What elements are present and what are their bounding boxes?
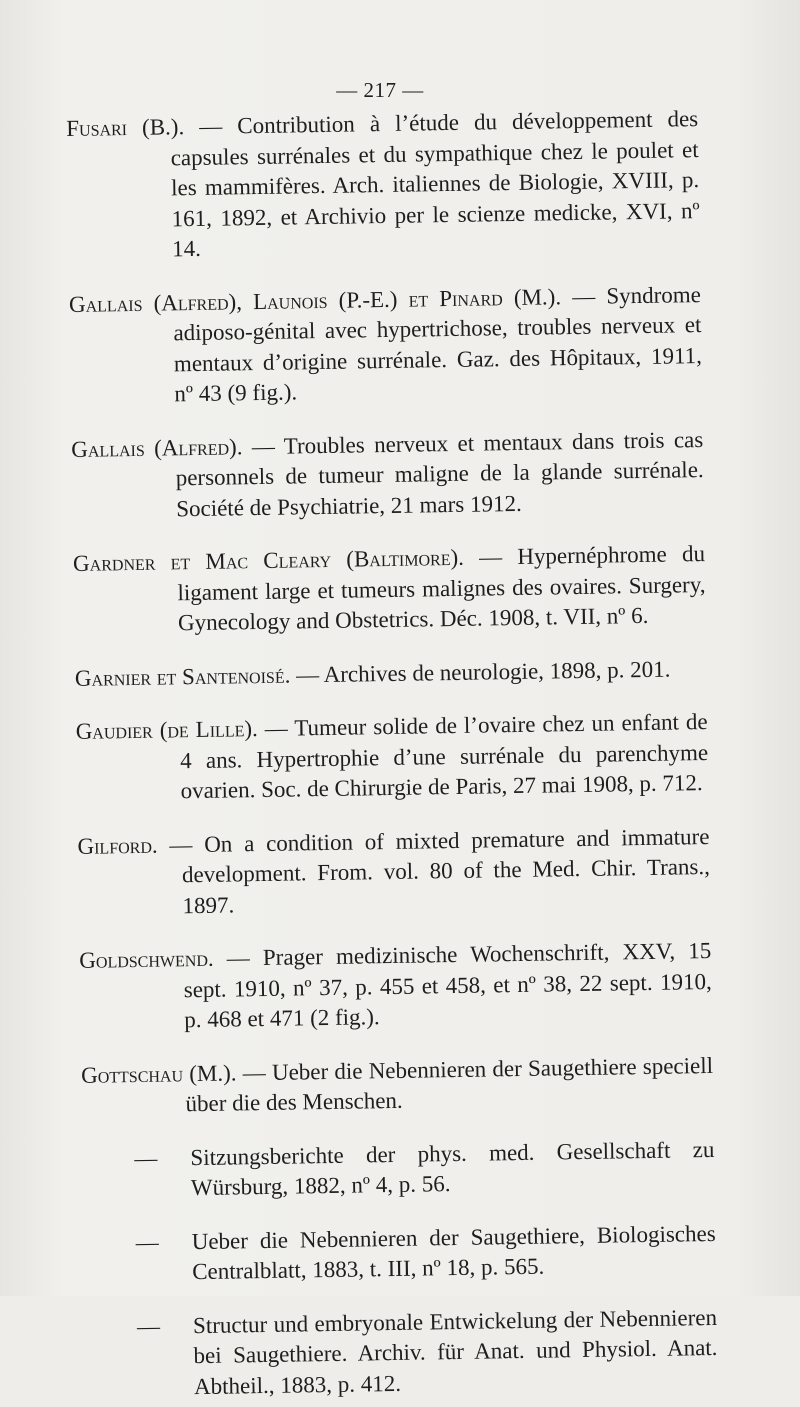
entry-author: Gallais (Alfred), Launois (P.-E.) et Pinard (M.). [68,283,562,317]
entry-author: Gottschau (M.). [80,1059,237,1088]
sub-entry-text: Sitzungsberichte der phys. med. Gesellschaft zu Würsburg, 1882, nº 4, p. 56. [190,1136,715,1201]
sub-entry-text: Ueber die Nebennieren der Saugethiere, Biologisches Centralblatt, 1883, t. III, nº 18, p. 565. [191,1220,716,1285]
sub-entry-text: Structur und embryonale Entwickelung der Nebennieren bei Saugethiere. Archiv. für Anat. und Physiol. Anat. Abtheil., 1883, p. 412. [192,1304,718,1399]
entry-author: Gallais (Alfred). [71,433,243,462]
bibliography-sub-entry [85,1302,718,1403]
ditto-dash: — [136,1313,161,1339]
bibliography-entry [75,707,708,808]
bibliography-entry [66,104,700,266]
bibliography-entry [75,654,707,694]
entry-author: Gaudier (de Lille). [75,716,258,744]
ditto-dash: — [135,1229,159,1255]
entry-author: Fusari (B.). [66,114,185,141]
bibliography-list [66,104,718,1407]
ditto-dash: — [134,1145,158,1171]
entry-text: — On a condition of mixted premature and immature development. From. vol. 80 of the Med. Chir. Trans., 1897. [157,823,711,918]
bibliography-entry [73,539,706,640]
bibliography-sub-entry [84,1218,717,1289]
bibliography-sub-entry [82,1134,715,1205]
entry-text: — Contribution à l’étude du développement des capsules surrénales et du sympathique chez le poulet et les mammifères. Arch. italiennes de Biologie, XVIII, p. 161, 1892, et Archivio per le scienze medicke, XVI, nº 14. [170,106,700,262]
entry-author: Gardner et Mac Cleary (Baltimore). [72,544,465,576]
entry-text: — Troubles nerveux et mentaux dans trois cas personnels de tumeur maligne de la glande surrénale. Société de Psychiatrie, 21 mars 1912. [175,426,704,521]
entry-text: — Ueber die Nebennieren der Saugethiere speciell über die des Menschen. [185,1052,714,1117]
entry-author: Gilford. [77,832,158,859]
bibliography-entry [79,936,712,1037]
entry-text: — Syndrome adiposo-génital avec hypertrichose, troubles nerveux et mentaux d’origine surrénale. Gaz. des Hôpitaux, 1911, nº 43 (9 fig.). [173,281,703,407]
bibliography-entry [71,425,704,526]
entry-text: — Archives de neurologie, 1898, p. 201. [290,656,671,688]
entry-text: — Tumeur solide de l’ovaire chez un enfant de 4 ans. Hypertrophie d’une surrénale du parenchyme ovarien. Soc. de Chirurgie de Paris, 27 mai 1908, p. 712. [179,708,709,804]
bibliography-entry [81,1050,714,1121]
entry-text: — Prager medizinische Wochenschrift, XXV, 15 sept. 1910, nº 37, p. 455 et 458, et nº 38, 22 sept. 1910, p. 468 et 471 (2 fig.). [183,937,712,1033]
page-number: — 217 — [336,78,424,102]
entry-author: Garnier et Santenoisé. [74,662,291,691]
entry-author: Goldschwend. [79,945,214,973]
entry-text: — Hypernéphrome du ligament large et tumeurs malignes des ovaires. Surgery, Gynecology and Obstetrics. Déc. 1908, t. VII, nº 6. [177,541,706,636]
bibliography-entry [77,821,710,922]
bibliography-entry [69,280,703,412]
